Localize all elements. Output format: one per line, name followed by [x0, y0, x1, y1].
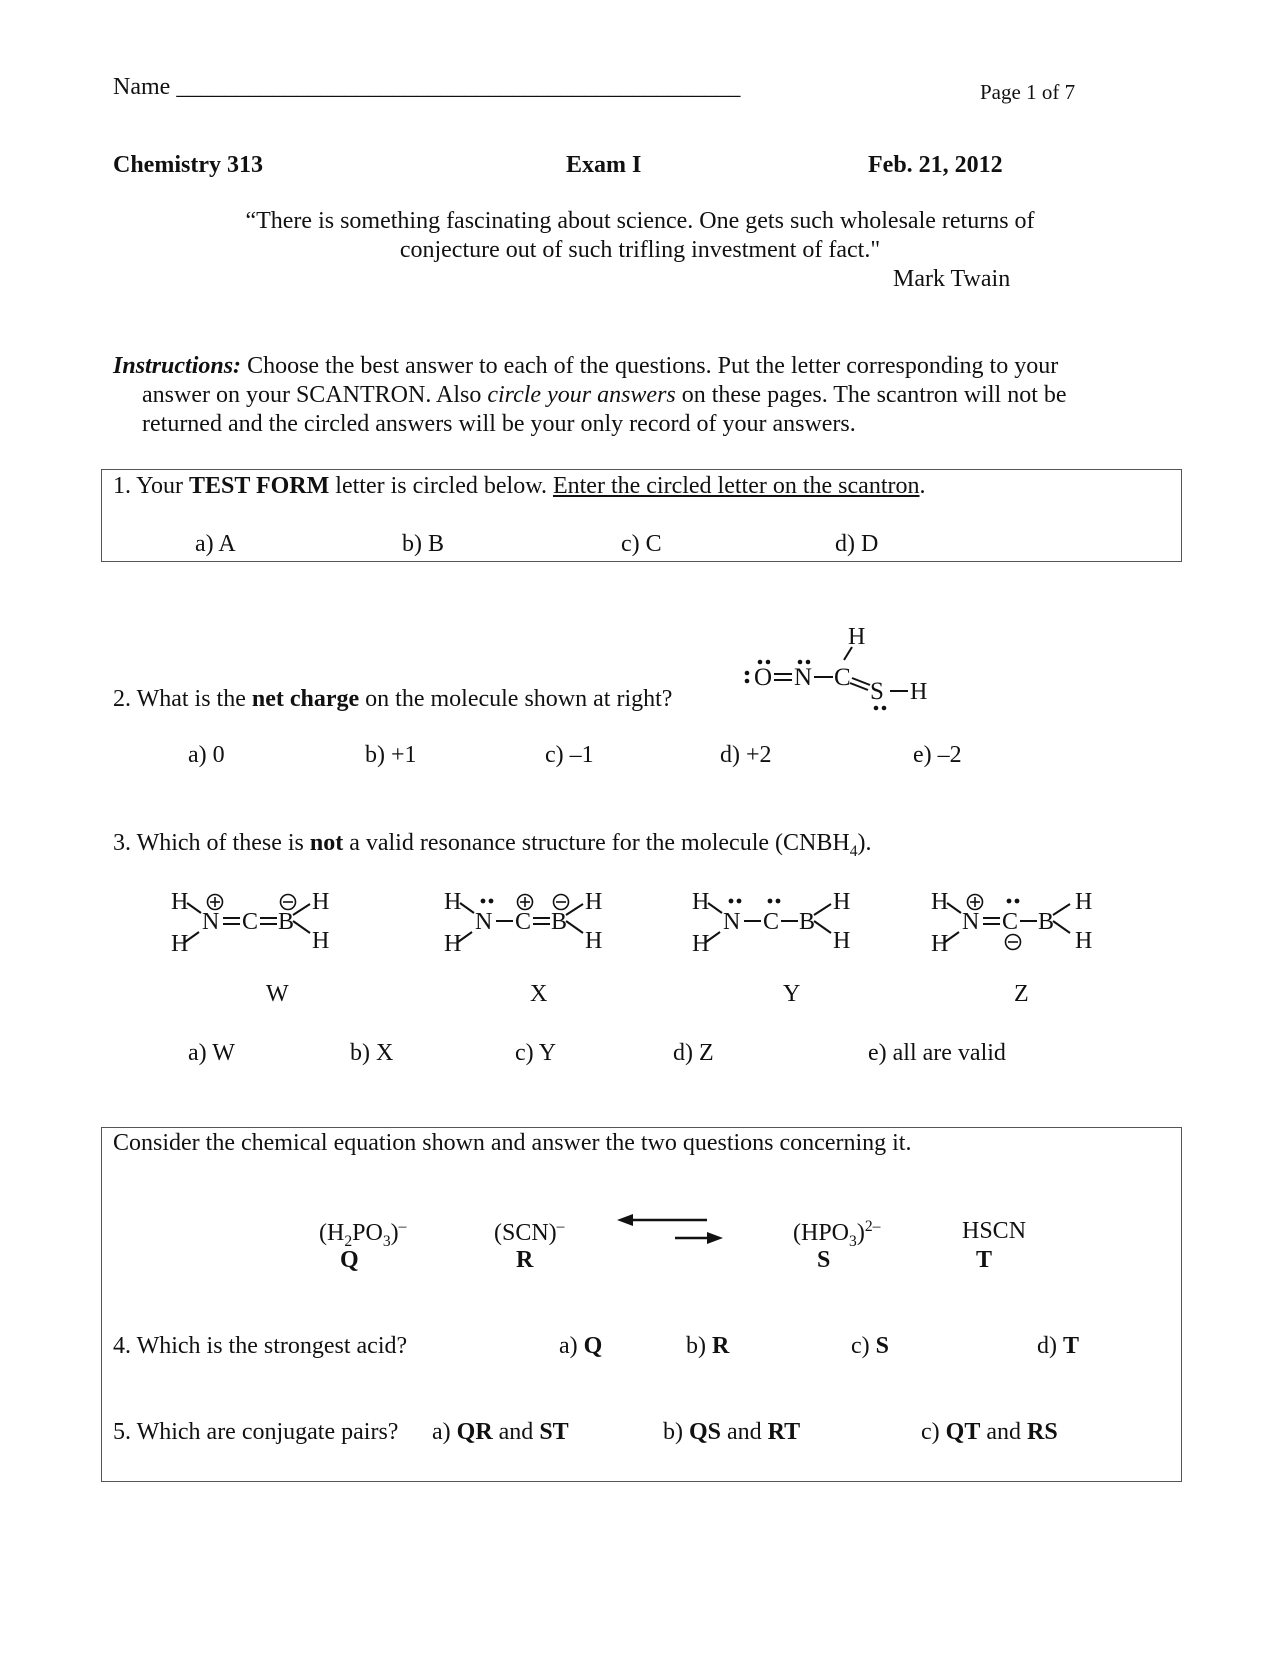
course-title: Chemistry 313 — [113, 152, 263, 178]
page-indicator: Page 1 of 7 — [980, 80, 1076, 104]
q3-option-d[interactable]: d) Z — [673, 1040, 714, 1066]
q1-option-c[interactable]: c) C — [621, 531, 662, 557]
svg-text:H: H — [312, 889, 330, 915]
structure-label-z: Z — [1014, 981, 1029, 1007]
svg-text:H: H — [585, 928, 603, 954]
q4-option-b[interactable]: b) R — [686, 1333, 730, 1359]
question-1-text: 1. Your TEST FORM letter is circled below. Enter the circled letter on the scantron. — [113, 473, 926, 499]
svg-text:H: H — [833, 889, 851, 915]
q2-molecule-structure — [740, 615, 960, 715]
structure-label-x: X — [530, 981, 548, 1007]
svg-text:H: H — [1075, 928, 1093, 954]
q4-option-d[interactable]: d) T — [1037, 1333, 1080, 1359]
svg-text:C: C — [515, 909, 532, 935]
svg-text:H: H — [692, 931, 710, 957]
atom-carbon: C — [834, 664, 851, 691]
atom-sulfur: S — [870, 678, 884, 705]
q4-option-c[interactable]: c) S — [851, 1333, 890, 1359]
q2-option-e[interactable]: e) –2 — [913, 742, 962, 768]
instructions-line-3: returned and the circled answers will be your only record of your answers. — [142, 411, 856, 437]
equation-intro: Consider the chemical equation shown and answer the two questions concerning it. — [113, 1130, 912, 1156]
q5-option-a[interactable]: a) QR and ST — [432, 1419, 569, 1445]
svg-text:H: H — [833, 928, 851, 954]
svg-text:H: H — [585, 889, 603, 915]
atom-oxygen: O — [754, 664, 773, 691]
svg-text:H: H — [931, 889, 949, 915]
question-2-text: 2. What is the net charge on the molecule shown at right? — [113, 686, 673, 712]
svg-text:N: N — [475, 909, 493, 935]
species-r-label: R — [516, 1247, 534, 1273]
atom-hydrogen-right: H — [910, 679, 928, 705]
svg-text:H: H — [312, 928, 330, 954]
svg-text:C: C — [1002, 909, 1019, 935]
q2-option-d[interactable]: d) +2 — [720, 742, 772, 768]
instructions-label: Instructions: — [113, 353, 242, 379]
instructions-line-2: answer on your SCANTRON. Also circle your answers on these pages. The scantron will not be — [142, 382, 1067, 408]
q5-option-b[interactable]: b) QS and RT — [663, 1419, 801, 1445]
svg-text:H: H — [171, 931, 189, 957]
svg-text:H: H — [931, 931, 949, 957]
question-3-text: 3. Which of these is not a valid resonance structure for the molecule $(CNBH_4)$. — [113, 830, 872, 860]
svg-text:C: C — [763, 909, 780, 935]
q3-option-c[interactable]: c) Y — [515, 1040, 557, 1066]
svg-text:N: N — [962, 909, 980, 935]
exam-title: Exam I — [566, 152, 642, 178]
species-s-label: S — [817, 1247, 831, 1273]
species-t-label: T — [976, 1247, 993, 1273]
svg-text:H: H — [444, 931, 462, 957]
resonance-structure-z — [925, 885, 1125, 975]
q2-option-c[interactable]: c) –1 — [545, 742, 594, 768]
name-field[interactable] — [113, 74, 740, 101]
structure-label-w: W — [266, 981, 289, 1007]
q3-option-e[interactable]: e) all are valid — [868, 1040, 1006, 1066]
name-label: Name — [113, 74, 171, 100]
structure-label-y: Y — [783, 981, 801, 1007]
species-s-formula: $(HPO_3)^{2-}$ — [793, 1218, 881, 1250]
name-line: _______________________________________________ — [176, 74, 741, 100]
q1-option-b[interactable]: b) B — [402, 531, 444, 557]
svg-text:H: H — [692, 889, 710, 915]
resonance-structure-w — [165, 885, 365, 965]
atom-hydrogen-top: H — [848, 624, 866, 650]
q4-option-a[interactable]: a) Q — [559, 1333, 603, 1359]
quote-author: Mark Twain — [893, 266, 1011, 292]
svg-text:B: B — [1038, 909, 1055, 935]
resonance-structure-y — [686, 885, 886, 965]
q2-option-a[interactable]: a) 0 — [188, 742, 225, 768]
svg-text:B: B — [551, 909, 568, 935]
q2-option-b[interactable]: b) +1 — [365, 742, 417, 768]
equilibrium-arrows-icon — [615, 1212, 725, 1248]
q3-option-b[interactable]: b) X — [350, 1040, 394, 1066]
q1-option-d[interactable]: d) D — [835, 531, 879, 557]
atom-nitrogen: N — [794, 664, 813, 691]
question-5-text: 5. Which are conjugate pairs? — [113, 1419, 399, 1445]
quote-line-1: “There is something fascinating about science. One gets such wholesale returns of — [245, 208, 1035, 234]
species-r-formula: (SCN)– — [494, 1218, 565, 1246]
question-4-text: 4. Which is the strongest acid? — [113, 1333, 408, 1359]
quote-line-2: conjecture out of such trifling investment of fact." — [399, 237, 881, 263]
exam-date: Feb. 21, 2012 — [868, 152, 1003, 178]
svg-text:N: N — [723, 909, 741, 935]
svg-text:H: H — [1075, 889, 1093, 915]
svg-text:H: H — [444, 889, 462, 915]
svg-text:B: B — [278, 909, 295, 935]
svg-text:B: B — [799, 909, 816, 935]
svg-text:C: C — [242, 909, 259, 935]
q5-option-c[interactable]: c) QT and RS — [921, 1419, 1058, 1445]
species-t-formula: HSCN — [962, 1218, 1027, 1244]
instructions-line-1: Instructions: Choose the best answer to each of the questions. Put the letter corresponding to your — [113, 353, 1059, 379]
resonance-structure-x — [438, 885, 638, 965]
svg-text:H: H — [171, 889, 189, 915]
svg-text:N: N — [202, 909, 220, 935]
species-q-formula: $(H_2PO_3)^-$ — [319, 1218, 407, 1250]
q3-option-a[interactable]: a) W — [188, 1040, 235, 1066]
q1-option-a[interactable]: a) A — [195, 531, 236, 557]
species-q-label: Q — [340, 1247, 359, 1273]
